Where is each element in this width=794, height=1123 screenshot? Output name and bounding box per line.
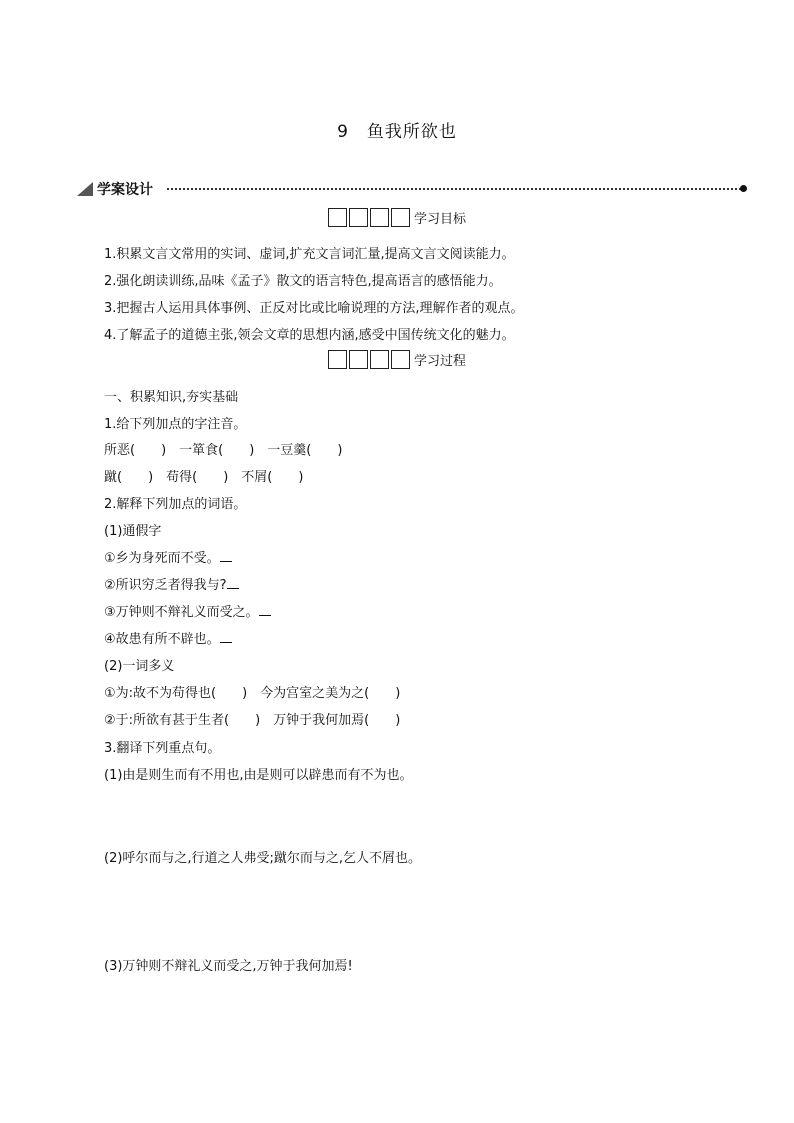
- translate-sentence: (3)万钟则不辩礼义而受之,万钟于我何加焉!: [104, 959, 353, 974]
- sub-heading: (1)通假字: [104, 524, 162, 539]
- lesson-number: 9: [337, 122, 349, 142]
- answer-blank[interactable]: [227, 576, 239, 589]
- goal-item: 4.了解孟子的道德主张,领会文章的思想内涵,感受中国传统文化的魅力。: [104, 328, 515, 343]
- question-title: 2.解释下列加点的词语。: [104, 497, 247, 512]
- answer-blank[interactable]: [259, 603, 271, 616]
- translate-sentence: (2)呼尔而与之,行道之人弗受;蹴尔而与之,乞人不屑也。: [104, 851, 422, 866]
- fill-item: [104, 628, 232, 647]
- design-bar-label: 学案设计: [97, 182, 153, 198]
- fill-item-text: ④故患有所不辟也。: [104, 632, 220, 647]
- fill-item: [104, 574, 239, 593]
- lesson-title: 鱼我所欲也: [366, 122, 457, 142]
- fill-item-text: ③万钟则不辩礼义而受之。: [104, 605, 259, 620]
- translate-sentence: (1)由是则生而有不用也,由是则可以辟患而有不为也。: [104, 768, 413, 783]
- phonetic-row: 蹴( ) 苟得( ) 不屑( ): [104, 470, 304, 485]
- sub-heading: (2)一词多义: [104, 659, 175, 674]
- multi-meaning-row: ②于:所欲有甚于生者( ) 万钟于我何加焉( ): [104, 713, 401, 728]
- goal-item: 3.把握古人运用具体事例、正反对比或比喻说理的方法,理解作者的观点。: [104, 301, 524, 316]
- fill-item: [104, 547, 232, 566]
- question-title: 3.翻译下列重点句。: [104, 741, 221, 756]
- dot-end-icon: [740, 185, 747, 192]
- phonetic-row: 所恶( ) 一箪食( ) 一豆羹( ): [104, 443, 343, 458]
- part-heading: 一、积累知识,夯实基础: [104, 390, 239, 405]
- section-heading-process: [328, 350, 466, 369]
- triangle-icon: [77, 182, 93, 196]
- box-decoration: [328, 208, 412, 227]
- box-decoration: [328, 350, 412, 369]
- page-title: [0, 117, 794, 142]
- answer-blank[interactable]: [220, 630, 232, 643]
- section-heading-goals: [328, 208, 466, 227]
- goal-item: 1.积累文言文常用的实词、虚词,扩充文言词汇量,提高文言文阅读能力。: [104, 247, 515, 262]
- section-label: 学习目标: [414, 212, 467, 227]
- fill-item-text: ②所识穷乏者得我与?: [104, 578, 227, 593]
- question-title: 1.给下列加点的字注音。: [104, 417, 247, 432]
- answer-blank[interactable]: [220, 549, 232, 562]
- goal-item: 2.强化朗读训练,品味《孟子》散文的语言特色,提高语言的感悟能力。: [104, 274, 502, 289]
- design-bar: [77, 179, 747, 201]
- fill-item-text: ①乡为身死而不受。: [104, 551, 220, 566]
- multi-meaning-row: ①为:故不为苟得也( ) 今为宫室之美为之( ): [104, 686, 401, 701]
- dotted-divider: [167, 188, 741, 190]
- section-label: 学习过程: [414, 354, 467, 369]
- fill-item: [104, 601, 271, 620]
